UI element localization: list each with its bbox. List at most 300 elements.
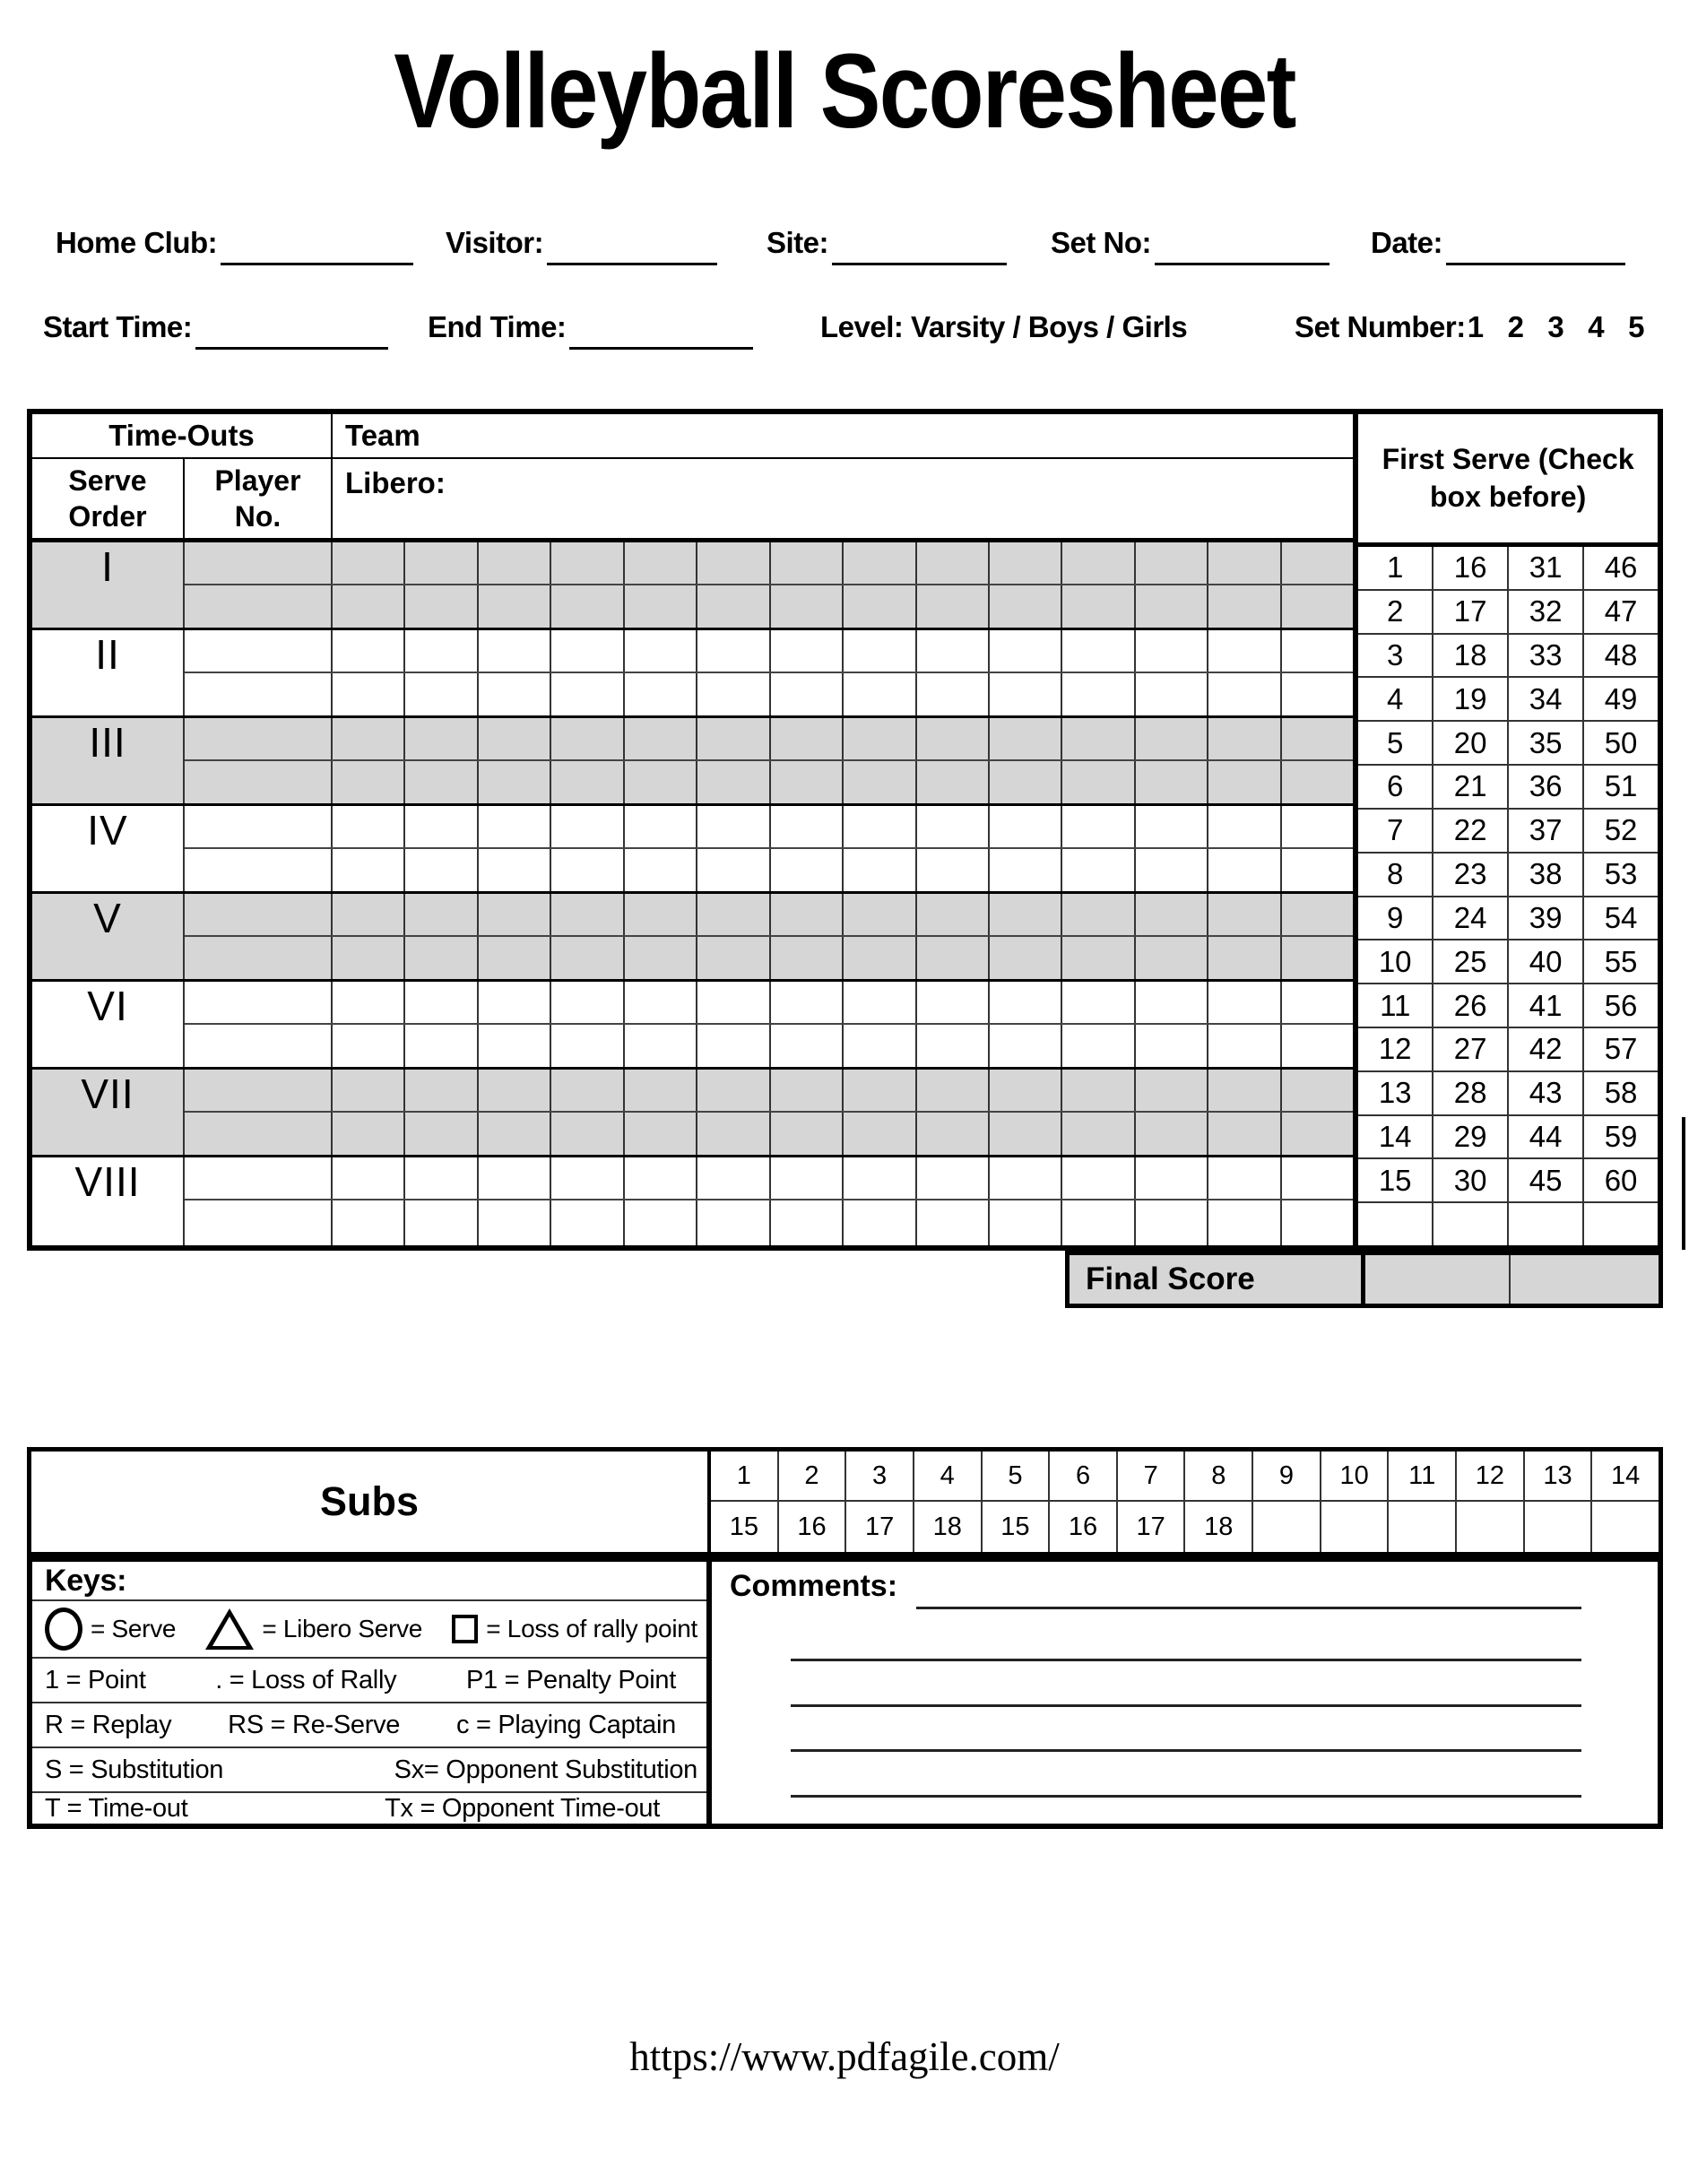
first-serve-number-cell[interactable]: 57	[1604, 1032, 1638, 1066]
score-cell[interactable]	[771, 1200, 844, 1245]
subs-cell[interactable]: 18	[1185, 1502, 1253, 1552]
set-number-option-3[interactable]: 3	[1547, 310, 1564, 343]
end-time-blank[interactable]	[569, 309, 753, 350]
score-cell[interactable]	[405, 982, 478, 1023]
first-serve-number-cell[interactable]: 42	[1509, 1028, 1584, 1070]
score-cell[interactable]	[479, 849, 551, 891]
score-cell[interactable]	[1208, 630, 1281, 672]
final-score-home-cell[interactable]	[1365, 1255, 1511, 1304]
score-cell[interactable]	[1136, 673, 1208, 715]
team-header[interactable]: Team	[345, 419, 420, 452]
subs-cell[interactable]: 16	[1050, 1502, 1118, 1552]
score-cell[interactable]	[625, 1157, 697, 1199]
first-serve-number-cell[interactable]: 33	[1509, 635, 1584, 677]
start-time-blank[interactable]	[195, 309, 388, 350]
first-serve-number-cell[interactable]: 15	[1358, 1159, 1433, 1201]
score-cell[interactable]	[625, 718, 697, 759]
first-serve-number-cell[interactable]: 13	[1358, 1072, 1433, 1114]
score-cell[interactable]	[551, 1113, 624, 1155]
subs-cell[interactable]: 16	[779, 1502, 847, 1552]
first-serve-number-cell[interactable]: 8	[1358, 854, 1433, 896]
subs-cell[interactable]: 3	[846, 1452, 914, 1500]
score-cell[interactable]	[479, 982, 551, 1023]
score-cell[interactable]	[405, 1025, 478, 1067]
score-cell[interactable]	[1208, 1113, 1281, 1155]
player-no-cell[interactable]	[185, 1113, 333, 1155]
score-cell[interactable]	[1282, 982, 1353, 1023]
score-cell[interactable]	[697, 1070, 770, 1111]
subs-cell[interactable]: 14	[1611, 1460, 1641, 1490]
first-serve-number-cell[interactable]: 18	[1433, 635, 1509, 677]
score-cell[interactable]	[551, 1200, 624, 1245]
player-no-cell[interactable]	[185, 630, 333, 672]
score-cell[interactable]	[990, 1070, 1062, 1111]
first-serve-number-cell[interactable]: 32	[1509, 591, 1584, 633]
score-cell[interactable]	[990, 982, 1062, 1023]
score-cell[interactable]	[1208, 894, 1281, 935]
score-cell[interactable]	[917, 849, 990, 891]
score-cell[interactable]	[625, 585, 697, 628]
first-serve-number-cell[interactable]: 60	[1604, 1163, 1638, 1197]
score-cell[interactable]	[844, 673, 916, 715]
score-cell[interactable]	[479, 937, 551, 979]
score-cell[interactable]	[1062, 1200, 1135, 1245]
score-cell[interactable]	[771, 585, 844, 628]
first-serve-number-cell[interactable]: 6	[1358, 766, 1433, 808]
score-cell[interactable]	[551, 1025, 624, 1067]
score-cell[interactable]	[844, 1157, 916, 1199]
libero-field[interactable]: Libero:	[345, 466, 446, 499]
score-cell[interactable]	[1062, 1070, 1135, 1111]
score-cell[interactable]	[697, 673, 770, 715]
score-cell[interactable]	[771, 894, 844, 935]
first-serve-number-cell[interactable]: 12	[1358, 1028, 1433, 1070]
score-cell[interactable]	[1208, 718, 1281, 759]
score-cell[interactable]	[479, 761, 551, 803]
comment-line[interactable]	[791, 1659, 1581, 1661]
score-cell[interactable]	[625, 761, 697, 803]
score-cell[interactable]	[697, 849, 770, 891]
player-no-cell[interactable]	[185, 1025, 333, 1067]
score-cell[interactable]	[405, 806, 478, 847]
first-serve-number-cell[interactable]	[1509, 1203, 1584, 1245]
first-serve-number-cell[interactable]: 24	[1433, 897, 1509, 940]
score-cell[interactable]	[1282, 1070, 1353, 1111]
first-serve-number-cell[interactable]: 11	[1358, 984, 1433, 1027]
subs-cell[interactable]	[1525, 1502, 1593, 1552]
first-serve-number-cell[interactable]: 7	[1358, 810, 1433, 852]
score-cell[interactable]	[479, 542, 551, 584]
subs-cell[interactable]: 8	[1185, 1452, 1253, 1500]
first-serve-number-cell[interactable]: 17	[1433, 591, 1509, 633]
set-number-option-1[interactable]: 1	[1467, 310, 1484, 343]
score-cell[interactable]	[1282, 806, 1353, 847]
score-cell[interactable]	[551, 542, 624, 584]
player-no-cell[interactable]	[185, 718, 333, 759]
score-cell[interactable]	[479, 718, 551, 759]
first-serve-number-cell[interactable]: 34	[1509, 678, 1584, 720]
score-cell[interactable]	[1062, 630, 1135, 672]
score-cell[interactable]	[917, 718, 990, 759]
score-cell[interactable]	[551, 673, 624, 715]
score-cell[interactable]	[771, 982, 844, 1023]
first-serve-number-cell[interactable]: 47	[1604, 594, 1638, 628]
score-cell[interactable]	[405, 1113, 478, 1155]
set-number-option-4[interactable]: 4	[1588, 310, 1605, 343]
subs-cell[interactable]	[1457, 1502, 1525, 1552]
score-cell[interactable]	[551, 718, 624, 759]
score-cell[interactable]	[1282, 630, 1353, 672]
first-serve-number-cell[interactable]: 5	[1358, 722, 1433, 764]
visitor-blank[interactable]	[547, 225, 717, 265]
score-cell[interactable]	[697, 1113, 770, 1155]
score-cell[interactable]	[771, 806, 844, 847]
comment-line[interactable]	[916, 1607, 1581, 1609]
subs-cell[interactable]: 2	[779, 1452, 847, 1500]
score-cell[interactable]	[479, 1157, 551, 1199]
score-cell[interactable]	[333, 542, 405, 584]
score-cell[interactable]	[990, 937, 1062, 979]
score-cell[interactable]	[1062, 894, 1135, 935]
player-no-cell[interactable]	[185, 849, 333, 891]
score-cell[interactable]	[551, 1070, 624, 1111]
first-serve-number-cell[interactable]: 45	[1509, 1159, 1584, 1201]
score-cell[interactable]	[1282, 1113, 1353, 1155]
subs-cell[interactable]: 9	[1253, 1452, 1321, 1500]
score-cell[interactable]	[1062, 542, 1135, 584]
score-cell[interactable]	[479, 585, 551, 628]
score-cell[interactable]	[771, 1113, 844, 1155]
score-cell[interactable]	[1062, 585, 1135, 628]
score-cell[interactable]	[405, 1070, 478, 1111]
score-cell[interactable]	[697, 718, 770, 759]
score-cell[interactable]	[697, 937, 770, 979]
score-cell[interactable]	[333, 1070, 405, 1111]
first-serve-number-cell[interactable]: 9	[1358, 897, 1433, 940]
score-cell[interactable]	[697, 542, 770, 584]
first-serve-number-cell[interactable]: 55	[1604, 944, 1638, 978]
score-cell[interactable]	[917, 937, 990, 979]
first-serve-number-cell[interactable]: 48	[1604, 638, 1638, 672]
first-serve-number-cell[interactable]: 23	[1433, 854, 1509, 896]
first-serve-number-cell[interactable]: 43	[1509, 1072, 1584, 1114]
player-no-cell[interactable]	[185, 1070, 333, 1111]
score-cell[interactable]	[1208, 1200, 1281, 1245]
score-cell[interactable]	[333, 761, 405, 803]
first-serve-number-cell[interactable]: 26	[1433, 984, 1509, 1027]
score-cell[interactable]	[405, 894, 478, 935]
score-cell[interactable]	[917, 542, 990, 584]
score-cell[interactable]	[697, 585, 770, 628]
first-serve-number-cell[interactable]: 3	[1358, 635, 1433, 677]
score-cell[interactable]	[917, 1113, 990, 1155]
score-cell[interactable]	[405, 1200, 478, 1245]
subs-cell[interactable]: 15	[711, 1502, 779, 1552]
score-cell[interactable]	[1208, 1070, 1281, 1111]
score-cell[interactable]	[917, 1157, 990, 1199]
score-cell[interactable]	[479, 1113, 551, 1155]
home-club-blank[interactable]	[221, 225, 413, 265]
score-cell[interactable]	[1062, 806, 1135, 847]
first-serve-number-cell[interactable]: 4	[1358, 678, 1433, 720]
player-no-cell[interactable]	[185, 1157, 333, 1199]
first-serve-number-cell[interactable]	[1433, 1203, 1509, 1245]
score-cell[interactable]	[1062, 673, 1135, 715]
score-cell[interactable]	[625, 630, 697, 672]
score-cell[interactable]	[625, 673, 697, 715]
score-cell[interactable]	[405, 849, 478, 891]
score-cell[interactable]	[1282, 761, 1353, 803]
first-serve-number-cell[interactable]: 20	[1433, 722, 1509, 764]
score-cell[interactable]	[333, 673, 405, 715]
score-cell[interactable]	[844, 937, 916, 979]
score-cell[interactable]	[844, 585, 916, 628]
score-cell[interactable]	[1282, 937, 1353, 979]
score-cell[interactable]	[1136, 894, 1208, 935]
score-cell[interactable]	[551, 806, 624, 847]
first-serve-number-cell[interactable]: 16	[1433, 547, 1509, 589]
score-cell[interactable]	[990, 673, 1062, 715]
set-number-option-2[interactable]: 2	[1507, 310, 1524, 343]
score-cell[interactable]	[1136, 718, 1208, 759]
subs-cell[interactable]	[1253, 1502, 1321, 1552]
first-serve-number-cell[interactable]: 25	[1433, 940, 1509, 983]
subs-cell[interactable]: 18	[914, 1502, 983, 1552]
score-cell[interactable]	[479, 1025, 551, 1067]
score-cell[interactable]	[479, 894, 551, 935]
score-cell[interactable]	[771, 849, 844, 891]
score-cell[interactable]	[990, 1025, 1062, 1067]
score-cell[interactable]	[917, 806, 990, 847]
subs-cell[interactable]	[1592, 1502, 1659, 1552]
first-serve-number-cell[interactable]: 38	[1509, 854, 1584, 896]
score-cell[interactable]	[333, 718, 405, 759]
score-cell[interactable]	[405, 673, 478, 715]
score-cell[interactable]	[844, 1025, 916, 1067]
score-cell[interactable]	[551, 982, 624, 1023]
first-serve-number-cell[interactable]: 54	[1604, 900, 1638, 934]
score-cell[interactable]	[333, 849, 405, 891]
score-cell[interactable]	[405, 542, 478, 584]
score-cell[interactable]	[333, 1200, 405, 1245]
score-cell[interactable]	[625, 1070, 697, 1111]
score-cell[interactable]	[1208, 1025, 1281, 1067]
score-cell[interactable]	[844, 761, 916, 803]
score-cell[interactable]	[1208, 673, 1281, 715]
score-cell[interactable]	[551, 1157, 624, 1199]
score-cell[interactable]	[405, 718, 478, 759]
player-no-cell[interactable]	[185, 542, 333, 584]
score-cell[interactable]	[771, 1157, 844, 1199]
score-cell[interactable]	[333, 585, 405, 628]
score-cell[interactable]	[697, 1025, 770, 1067]
first-serve-number-cell[interactable]: 44	[1509, 1116, 1584, 1158]
subs-cell[interactable]: 7	[1118, 1452, 1186, 1500]
score-cell[interactable]	[333, 630, 405, 672]
score-cell[interactable]	[697, 630, 770, 672]
score-cell[interactable]	[917, 894, 990, 935]
first-serve-number-cell[interactable]: 14	[1358, 1116, 1433, 1158]
score-cell[interactable]	[844, 894, 916, 935]
score-cell[interactable]	[1208, 849, 1281, 891]
score-cell[interactable]	[1282, 849, 1353, 891]
score-cell[interactable]	[1208, 937, 1281, 979]
score-cell[interactable]	[917, 673, 990, 715]
score-cell[interactable]	[1136, 761, 1208, 803]
score-cell[interactable]	[551, 585, 624, 628]
score-cell[interactable]	[844, 1070, 916, 1111]
score-cell[interactable]	[1136, 937, 1208, 979]
score-cell[interactable]	[1282, 1025, 1353, 1067]
player-no-cell[interactable]	[185, 673, 333, 715]
first-serve-number-cell[interactable]: 22	[1433, 810, 1509, 852]
first-serve-number-cell[interactable]: 41	[1509, 984, 1584, 1027]
score-cell[interactable]	[917, 761, 990, 803]
score-cell[interactable]	[1136, 806, 1208, 847]
site-blank[interactable]	[832, 225, 1007, 265]
first-serve-number-cell[interactable]: 51	[1604, 769, 1638, 803]
score-cell[interactable]	[771, 761, 844, 803]
set-number-option-5[interactable]: 5	[1628, 310, 1644, 343]
date-blank[interactable]	[1446, 225, 1625, 265]
subs-cell[interactable]: 4	[914, 1452, 983, 1500]
score-cell[interactable]	[1136, 1157, 1208, 1199]
score-cell[interactable]	[1062, 937, 1135, 979]
score-cell[interactable]	[1062, 718, 1135, 759]
score-cell[interactable]	[479, 673, 551, 715]
score-cell[interactable]	[697, 806, 770, 847]
player-no-cell[interactable]	[185, 982, 333, 1023]
score-cell[interactable]	[625, 849, 697, 891]
final-score-visitor-cell[interactable]	[1511, 1255, 1659, 1304]
first-serve-number-cell[interactable]: 39	[1509, 897, 1584, 940]
score-cell[interactable]	[844, 1113, 916, 1155]
score-cell[interactable]	[1136, 630, 1208, 672]
first-serve-number-cell[interactable]: 50	[1604, 725, 1638, 759]
first-serve-number-cell[interactable]: 56	[1604, 988, 1638, 1022]
score-cell[interactable]	[1062, 982, 1135, 1023]
score-cell[interactable]	[551, 761, 624, 803]
score-cell[interactable]	[1282, 542, 1353, 584]
player-no-cell[interactable]	[185, 806, 333, 847]
score-cell[interactable]	[1282, 1200, 1353, 1245]
subs-cell[interactable]: 17	[1118, 1502, 1186, 1552]
score-cell[interactable]	[551, 894, 624, 935]
first-serve-number-cell[interactable]: 46	[1604, 550, 1638, 585]
score-cell[interactable]	[697, 982, 770, 1023]
first-serve-number-cell[interactable]: 31	[1509, 547, 1584, 589]
score-cell[interactable]	[405, 630, 478, 672]
score-cell[interactable]	[844, 982, 916, 1023]
subs-cell[interactable]: 17	[846, 1502, 914, 1552]
score-cell[interactable]	[844, 718, 916, 759]
subs-cell[interactable]: 15	[983, 1502, 1051, 1552]
score-cell[interactable]	[405, 761, 478, 803]
score-cell[interactable]	[333, 894, 405, 935]
set-no-blank[interactable]	[1155, 225, 1330, 265]
score-cell[interactable]	[1062, 1113, 1135, 1155]
score-cell[interactable]	[771, 542, 844, 584]
first-serve-number-cell[interactable]: 52	[1604, 813, 1638, 847]
score-cell[interactable]	[625, 894, 697, 935]
first-serve-number-cell[interactable]: 58	[1604, 1076, 1638, 1110]
score-cell[interactable]	[990, 718, 1062, 759]
first-serve-number-cell[interactable]: 1	[1358, 547, 1433, 589]
score-cell[interactable]	[625, 806, 697, 847]
score-cell[interactable]	[1208, 585, 1281, 628]
score-cell[interactable]	[551, 849, 624, 891]
first-serve-number-cell[interactable]: 53	[1604, 857, 1638, 891]
score-cell[interactable]	[625, 542, 697, 584]
score-cell[interactable]	[625, 1200, 697, 1245]
subs-cell[interactable]: 5	[983, 1452, 1051, 1500]
subs-cell[interactable]: 10	[1321, 1452, 1390, 1500]
score-cell[interactable]	[1208, 982, 1281, 1023]
first-serve-number-cell[interactable]: 27	[1433, 1028, 1509, 1070]
score-cell[interactable]	[333, 1025, 405, 1067]
score-cell[interactable]	[333, 806, 405, 847]
score-cell[interactable]	[917, 982, 990, 1023]
score-cell[interactable]	[551, 937, 624, 979]
score-cell[interactable]	[990, 1200, 1062, 1245]
score-cell[interactable]	[551, 630, 624, 672]
score-cell[interactable]	[1136, 982, 1208, 1023]
first-serve-number-cell[interactable]: 37	[1509, 810, 1584, 852]
score-cell[interactable]	[1136, 1070, 1208, 1111]
score-cell[interactable]	[917, 1070, 990, 1111]
score-cell[interactable]	[1208, 806, 1281, 847]
score-cell[interactable]	[1136, 1025, 1208, 1067]
score-cell[interactable]	[333, 1113, 405, 1155]
first-serve-number-cell[interactable]: 35	[1509, 722, 1584, 764]
first-serve-number-cell[interactable]: 19	[1433, 678, 1509, 720]
score-cell[interactable]	[1208, 542, 1281, 584]
score-cell[interactable]	[1062, 1025, 1135, 1067]
score-cell[interactable]	[917, 630, 990, 672]
score-cell[interactable]	[625, 982, 697, 1023]
score-cell[interactable]	[1208, 761, 1281, 803]
player-no-cell[interactable]	[185, 894, 333, 935]
comment-line[interactable]	[791, 1795, 1581, 1798]
first-serve-number-cell[interactable]: 28	[1433, 1072, 1509, 1114]
player-no-cell[interactable]	[185, 761, 333, 803]
score-cell[interactable]	[990, 849, 1062, 891]
first-serve-number-cell[interactable]	[1584, 1203, 1658, 1245]
score-cell[interactable]	[1282, 673, 1353, 715]
score-cell[interactable]	[479, 630, 551, 672]
first-serve-number-cell[interactable]	[1358, 1203, 1433, 1245]
score-cell[interactable]	[625, 1113, 697, 1155]
score-cell[interactable]	[771, 673, 844, 715]
subs-cell[interactable]: 11	[1389, 1452, 1457, 1500]
comment-line[interactable]	[791, 1704, 1581, 1707]
first-serve-number-cell[interactable]: 40	[1509, 940, 1584, 983]
score-cell[interactable]	[333, 982, 405, 1023]
score-cell[interactable]	[844, 806, 916, 847]
score-cell[interactable]	[1136, 1200, 1208, 1245]
subs-cell[interactable]: 1	[711, 1452, 779, 1500]
first-serve-number-cell[interactable]: 29	[1433, 1116, 1509, 1158]
score-cell[interactable]	[697, 1157, 770, 1199]
score-cell[interactable]	[405, 1157, 478, 1199]
score-cell[interactable]	[990, 542, 1062, 584]
score-cell[interactable]	[990, 585, 1062, 628]
subs-cell[interactable]: 13	[1525, 1452, 1593, 1500]
subs-cell[interactable]	[1389, 1502, 1457, 1552]
score-cell[interactable]	[1136, 585, 1208, 628]
score-cell[interactable]	[917, 1200, 990, 1245]
score-cell[interactable]	[479, 806, 551, 847]
